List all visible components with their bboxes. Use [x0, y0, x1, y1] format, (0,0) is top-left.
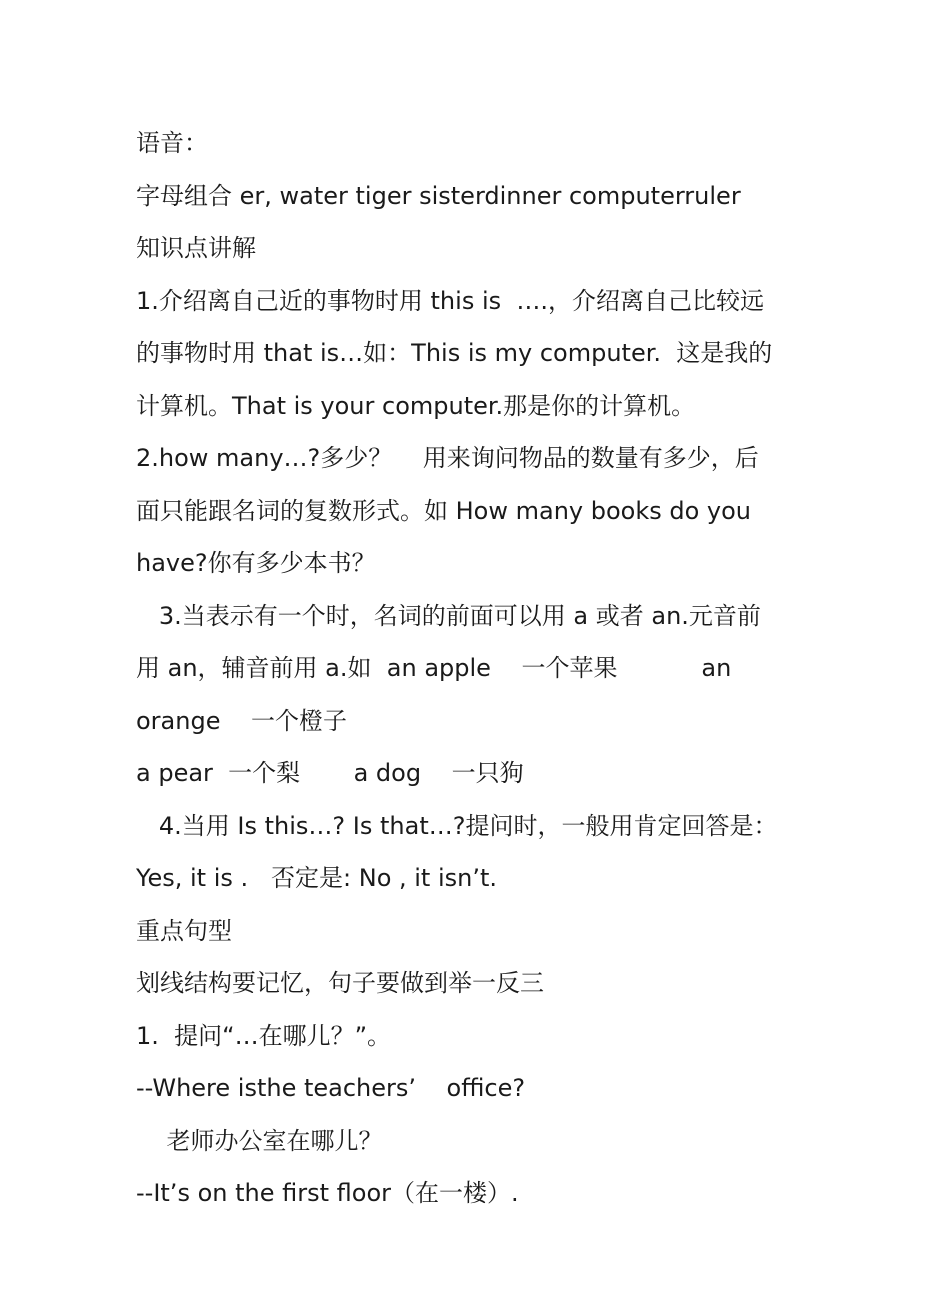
- section-heading-key-sentences: 重点句型: [136, 916, 232, 945]
- section-heading-knowledge: 知识点讲解: [136, 234, 256, 262]
- text-line: 划线结构要记忆，句子要做到举一反三: [136, 969, 544, 997]
- text-line: have?你有多少本书？: [136, 549, 376, 577]
- text-line: 字母组合 er, water tiger sisterdinner computerruler: [136, 181, 741, 210]
- text-line: --It’s on the first floor（在一楼）.: [136, 1179, 519, 1207]
- text-line: --Where isthe teachers’ office?: [136, 1074, 526, 1102]
- text-line: a pear 一个梨 a dog 一只狗: [136, 759, 524, 787]
- text-line: orange 一个橙子: [136, 706, 347, 735]
- section-heading-pronunciation: 语音：: [136, 129, 208, 157]
- text-line: 3.当表示有一个时，名词的前面可以用 a 或者 an.元音前: [136, 601, 761, 630]
- text-line: 1. 提问“…在哪儿？”。: [136, 1021, 392, 1050]
- text-line: Yes, it is . 否定是: No , it isn’t.: [136, 864, 498, 892]
- text-line: 面只能跟名词的复数形式。如 How many books do you: [136, 496, 752, 525]
- text-line: 的事物时用 that is…如：This is my computer. 这是我的: [136, 339, 773, 367]
- text-line: 计算机。That is your computer.那是你的计算机。: [136, 391, 696, 420]
- text-line: 老师办公室在哪儿？: [136, 1126, 383, 1155]
- document-body: [136, 117, 836, 1220]
- text-line: 1.介绍离自己近的事物时用 this is ….，介绍离自己比较远: [136, 286, 765, 315]
- text-line: 用 an，辅音前用 a.如 an apple 一个苹果 an: [136, 654, 732, 682]
- text-line: 2.how many…?多少？ 用来询问物品的数量有多少，后: [136, 444, 759, 472]
- text-line: 4.当用 Is this…? Is that…?提问时，一般用肯定回答是：: [136, 811, 778, 840]
